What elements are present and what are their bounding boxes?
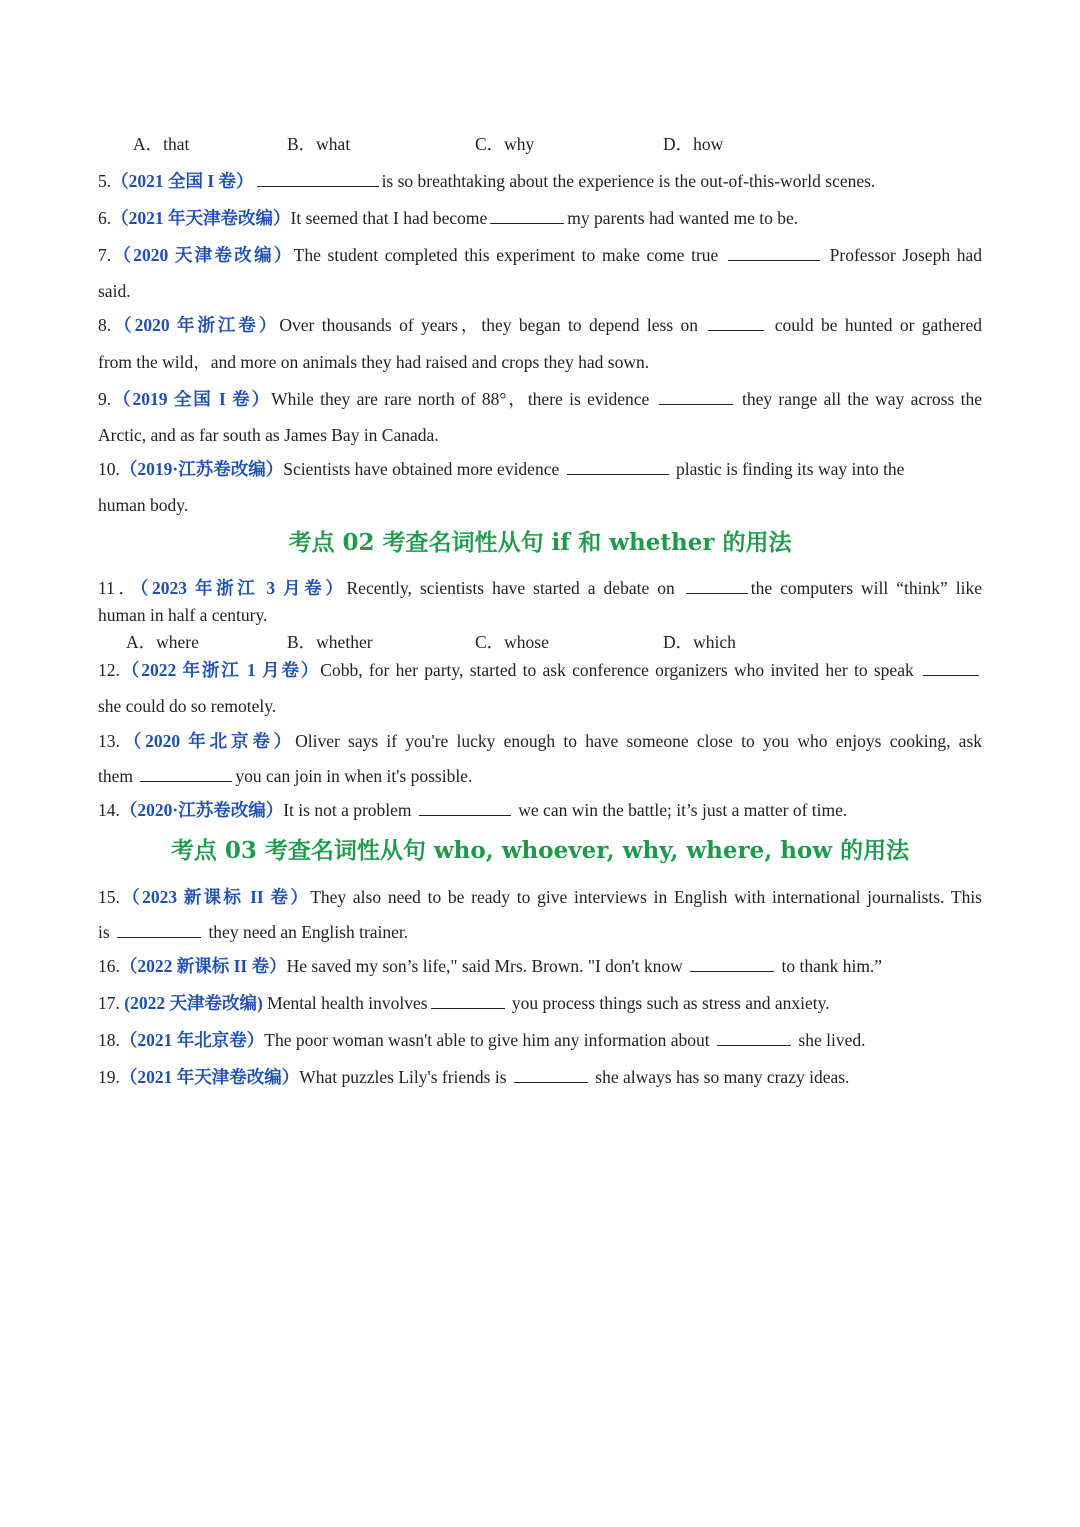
question-19: 19.（2021 年天津卷改编）What puzzles Lily's friends is she always has so many crazy ideas.	[98, 1067, 850, 1087]
question-source: （2019 全国 I 卷）	[111, 389, 272, 409]
option-b: B．whether	[287, 632, 373, 652]
question-8-continued: from the wild，and more on animals they had raised and crops they had sown.	[98, 352, 650, 372]
question-11-continued: human in half a century.	[98, 605, 268, 625]
question-7: 7.（2020 天津卷改编）The student completed this experiment to make come true Professor Joseph had	[98, 245, 983, 265]
question-source: （2020 年北京卷）	[119, 731, 296, 751]
question-source: (2022 天津卷改编)	[124, 993, 263, 1013]
option-c: C．whose	[475, 632, 549, 652]
question-source: （2021 年北京卷）	[119, 1030, 265, 1050]
answer-blank[interactable]	[514, 1066, 588, 1083]
section-heading-02: 考点 02 考查名词性从句 if 和 whether 的用法	[288, 529, 792, 556]
answer-blank[interactable]	[140, 765, 232, 782]
question-source: （2023 年浙江 3 月卷）	[139, 578, 347, 598]
question-11: 11．（2023 年浙江 3 月卷）Recently, scientists have started a debate on the computers will “think” like	[98, 578, 983, 598]
question-18: 18.（2021 年北京卷）The poor woman wasn't able to give him any information about she lived.	[98, 1030, 866, 1050]
question-8: 8.（2020 年浙江卷）Over thousands of years，they began to depend less on could be hunted or gathered	[98, 315, 982, 335]
answer-blank[interactable]	[708, 314, 764, 331]
question-15: 15.（2023 新课标 II 卷）They also need to be ready to give interviews in English with international journalists. This	[98, 887, 982, 907]
question-9-continued: Arctic, and as far south as James Bay in Canada.	[98, 425, 439, 445]
answer-blank[interactable]	[690, 955, 774, 972]
answer-blank[interactable]	[717, 1029, 791, 1046]
question-16: 16.（2022 新课标 II 卷）He saved my son’s life," said Mrs. Brown. "I don't know to thank him.”	[98, 956, 883, 976]
question-source: （2022 新课标 II 卷）	[119, 956, 287, 976]
answer-blank[interactable]	[659, 388, 733, 405]
answer-blank[interactable]	[923, 659, 979, 676]
question-5: 5.（2021 全国 I 卷） is so breathtaking about the experience is the out-of-this-world scenes.	[98, 171, 876, 191]
question-17: 17. (2022 天津卷改编) Mental health involves you process things such as stress and anxiety.	[98, 993, 830, 1013]
question-source: （2019·江苏卷改编）	[119, 459, 284, 479]
question-6: 6.（2021 年天津卷改编）It seemed that I had become my parents had wanted me to be.	[98, 208, 799, 228]
question-source: （2021 全国 I 卷）	[111, 171, 254, 191]
option-c: C．why	[475, 134, 535, 154]
question-9: 9.（2019 全国 I 卷）While they are rare north of 88°，there is evidence they range all the way across the	[98, 389, 982, 409]
question-10: 10.（2019·江苏卷改编）Scientists have obtained more evidence plastic is finding its way into the	[98, 459, 905, 479]
answer-blank[interactable]	[728, 244, 820, 261]
question-source: （2020·江苏卷改编）	[119, 800, 284, 820]
question-14: 14.（2020·江苏卷改编）It is not a problem we can win the battle; it’s just a matter of time.	[98, 800, 848, 820]
option-a: A．that	[133, 134, 190, 154]
question-source: （2021 年天津卷改编）	[119, 1067, 300, 1087]
option-d: D．which	[663, 632, 736, 652]
question-12-continued: she could do so remotely.	[98, 696, 277, 716]
answer-blank[interactable]	[431, 992, 505, 1009]
question-source: （2020 年浙江卷）	[111, 315, 280, 335]
question-source: （2020 天津卷改编）	[111, 245, 294, 265]
section-heading-03: 考点 03 考查名词性从句 who, whoever, why, where, how 的用法	[170, 837, 910, 864]
answer-blank[interactable]	[117, 921, 201, 938]
answer-blank[interactable]	[686, 577, 748, 594]
question-13: 13.（2020 年北京卷）Oliver says if you're lucky enough to have someone close to you who enjoys cooking, ask	[98, 731, 983, 751]
question-13-continued: them you can join in when it's possible.	[98, 766, 473, 786]
question-source: （2022 年浙江 1 月卷）	[119, 660, 321, 680]
answer-blank[interactable]	[567, 458, 669, 475]
question-12: 12.（2022 年浙江 1 月卷）Cobb, for her party, started to ask conference organizers who invited her to speak	[98, 658, 982, 682]
question-15-continued: is they need an English trainer.	[98, 922, 409, 942]
option-b: B．what	[287, 134, 351, 154]
answer-blank[interactable]	[419, 799, 511, 816]
question-source: （2021 年天津卷改编）	[111, 208, 291, 228]
question-source: （2023 新课标 II 卷）	[119, 887, 311, 907]
option-d: D．how	[663, 134, 724, 154]
option-a: A．where	[126, 632, 199, 652]
answer-blank[interactable]	[490, 207, 564, 224]
question-7-continued: said.	[98, 281, 131, 301]
answer-blank[interactable]	[257, 170, 379, 187]
question-10-continued: human body.	[98, 495, 189, 515]
